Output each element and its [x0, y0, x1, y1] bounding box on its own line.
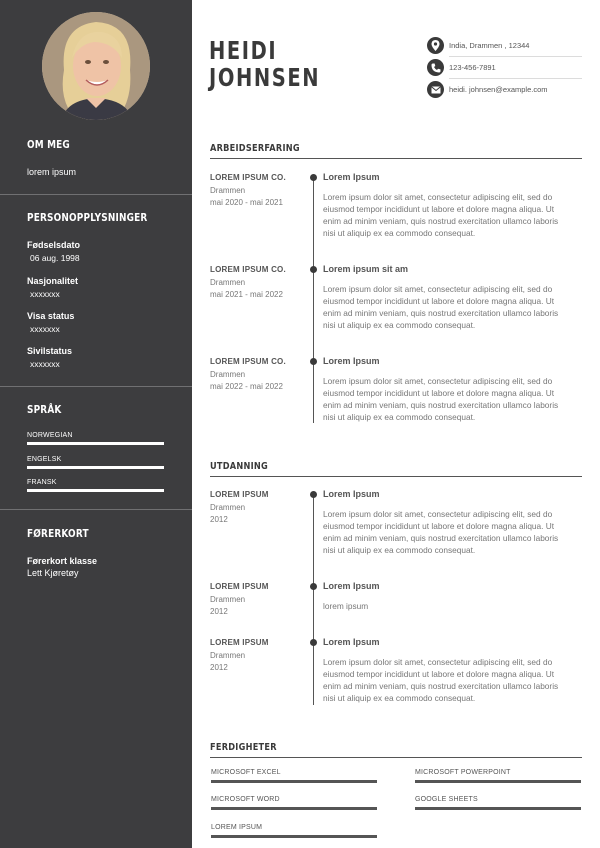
phone-text: 123-456-7891 — [449, 63, 496, 72]
education-city: Drammen — [210, 651, 246, 660]
description-line: nisi ut aliquip ex ea commodo consequat. — [323, 412, 476, 422]
description-line: enim ad minim veniam, quis nostrud exercitation ullamco laboris — [323, 533, 559, 543]
skill-name: MICROSOFT EXCEL — [211, 769, 281, 776]
skill-level-bar — [415, 780, 581, 783]
description-line: Lorem ipsum dolor sit amet, consectetur adipiscing elit, sed do — [323, 657, 553, 667]
language-level-fill — [27, 466, 164, 469]
timeline-dot — [310, 583, 317, 590]
education-year: 2012 — [210, 663, 228, 672]
birthdate-value: 06 aug. 1998 — [30, 253, 80, 263]
last-name: JOHNSEN — [209, 63, 321, 92]
personal-heading: PERSONOPPLYSNINGER — [27, 212, 148, 224]
description-line: Lorem ipsum dolor sit amet, consectetur adipiscing elit, sed do — [323, 192, 553, 202]
education-school: LOREM IPSUM — [210, 638, 269, 647]
skills-heading: FERDIGHETER — [210, 742, 277, 753]
language-name: ENGELSK — [27, 456, 62, 463]
description-line: eiusmod tempor incididunt ut labore et dolore magna aliqua. Ut — [323, 388, 555, 398]
nationality-label: Nasjonalitet — [27, 276, 79, 286]
address-text: India, Drammen , 12344 — [449, 41, 530, 50]
language-level-bar — [27, 466, 164, 469]
education-title: Lorem Ipsum — [323, 581, 380, 591]
timeline-dot — [310, 266, 317, 273]
description-line: nisi ut aliquip ex ea commodo consequat. — [323, 545, 476, 555]
timeline-dot — [310, 174, 317, 181]
experience-timeline — [313, 176, 314, 423]
education-description — [323, 656, 583, 704]
marital-status-value: xxxxxxx — [30, 359, 60, 369]
timeline-dot — [310, 639, 317, 646]
sidebar-divider — [0, 194, 192, 195]
skill-level-fill — [415, 807, 581, 810]
description-line: enim ad minim veniam, quis nostrud exercitation ullamco laboris — [323, 681, 559, 691]
education-school: LOREM IPSUM — [210, 582, 269, 591]
skill-level-bar — [211, 807, 377, 810]
skill-level-fill — [211, 807, 377, 810]
education-city: Drammen — [210, 503, 246, 512]
skill-name: MICROSOFT WORD — [211, 796, 280, 803]
nationality-value: xxxxxxx — [30, 289, 60, 299]
timeline-dot — [310, 358, 317, 365]
language-level-fill — [27, 442, 164, 445]
sidebar-divider — [0, 509, 192, 510]
education-description — [323, 600, 583, 612]
skill-name: LOREM IPSUM — [211, 824, 263, 831]
contact-divider — [449, 56, 582, 57]
experience-company: LOREM IPSUM CO. — [210, 357, 286, 366]
description-line: eiusmod tempor incididunt ut labore et dolore magna aliqua. Ut — [323, 669, 555, 679]
language-heading: SPRÅK — [27, 404, 62, 416]
section-rule — [210, 757, 582, 758]
license-value: Lett Kjøretøy — [27, 568, 79, 578]
skill-level-fill — [415, 780, 581, 783]
email-icon — [427, 81, 444, 98]
experience-dates: mai 2020 - mai 2021 — [210, 198, 283, 207]
description-line: enim ad minim veniam, quis nostrud exercitation ullamco laboris — [323, 308, 559, 318]
description-line: Lorem ipsum dolor sit amet, consectetur adipiscing elit, sed do — [323, 284, 553, 294]
description-line: eiusmod tempor incididunt ut labore et dolore magna aliqua. Ut — [323, 296, 555, 306]
description-line: Lorem ipsum dolor sit amet, consectetur adipiscing elit, sed do — [323, 509, 553, 519]
phone-icon — [427, 59, 444, 76]
skill-name: MICROSOFT POWERPOINT — [415, 769, 511, 776]
experience-dates: mai 2021 - mai 2022 — [210, 290, 283, 299]
skill-level-fill — [211, 835, 377, 838]
experience-title: Lorem Ipsum — [323, 172, 380, 182]
about-heading: OM MEG — [27, 139, 70, 151]
experience-city: Drammen — [210, 278, 246, 287]
timeline-dot — [310, 491, 317, 498]
experience-city: Drammen — [210, 370, 246, 379]
section-rule — [210, 476, 582, 477]
description-line: eiusmod tempor incididunt ut labore et dolore magna aliqua. Ut — [323, 204, 555, 214]
experience-company: LOREM IPSUM CO. — [210, 173, 286, 182]
education-title: Lorem Ipsum — [323, 489, 380, 499]
description-line: lorem ipsum — [323, 601, 369, 611]
skill-level-bar — [211, 835, 377, 838]
experience-title: Lorem Ipsum — [323, 356, 380, 366]
language-name: FRANSK — [27, 479, 57, 486]
license-heading: FØRERKORT — [27, 528, 89, 540]
skill-name: GOOGLE SHEETS — [415, 796, 478, 803]
sidebar-divider — [0, 386, 192, 387]
experience-description — [323, 283, 583, 331]
experience-heading: ARBEIDSERFARING — [210, 143, 300, 154]
sidebar — [0, 0, 192, 848]
location-icon — [427, 37, 444, 54]
description-line: nisi ut aliquip ex ea commodo consequat. — [323, 320, 476, 330]
experience-description — [323, 191, 583, 239]
description-line: enim ad minim veniam, quis nostrud exercitation ullamco laboris — [323, 400, 559, 410]
about-text: lorem ipsum — [27, 167, 77, 177]
language-level-bar — [27, 442, 164, 445]
education-heading: UTDANNING — [210, 461, 268, 472]
skill-level-bar — [211, 780, 377, 783]
contact-divider — [449, 78, 582, 79]
experience-company: LOREM IPSUM CO. — [210, 265, 286, 274]
education-year: 2012 — [210, 515, 228, 524]
education-year: 2012 — [210, 607, 228, 616]
education-description — [323, 508, 583, 556]
birthdate-label: Fødselsdato — [27, 240, 81, 250]
email-text[interactable]: heidi. johnsen@example.com — [449, 85, 548, 94]
description-line: nisi ut aliquip ex ea commodo consequat. — [323, 693, 476, 703]
skill-level-bar — [415, 807, 581, 810]
education-city: Drammen — [210, 595, 246, 604]
section-rule — [210, 158, 582, 159]
language-level-fill — [27, 489, 164, 492]
education-school: LOREM IPSUM — [210, 490, 269, 499]
description-line: enim ad minim veniam, quis nostrud exercitation ullamco laboris — [323, 216, 559, 226]
marital-status-label: Sivilstatus — [27, 346, 73, 356]
skill-level-fill — [211, 780, 377, 783]
education-title: Lorem Ipsum — [323, 637, 380, 647]
visa-status-label: Visa status — [27, 311, 75, 321]
language-name: NORWEGIAN — [27, 432, 73, 439]
language-level-bar — [27, 489, 164, 492]
experience-description — [323, 375, 583, 423]
description-line: nisi ut aliquip ex ea commodo consequat. — [323, 228, 476, 238]
profile-photo — [42, 12, 150, 120]
description-line: Lorem ipsum dolor sit amet, consectetur adipiscing elit, sed do — [323, 376, 553, 386]
visa-status-value: xxxxxxx — [30, 324, 60, 334]
experience-dates: mai 2022 - mai 2022 — [210, 382, 283, 391]
description-line: eiusmod tempor incididunt ut labore et dolore magna aliqua. Ut — [323, 521, 555, 531]
experience-title: Lorem ipsum sit am — [323, 264, 409, 274]
experience-city: Drammen — [210, 186, 246, 195]
license-label: Førerkort klasse — [27, 556, 98, 566]
first-name: HEIDI — [209, 36, 278, 65]
education-timeline — [313, 492, 314, 705]
